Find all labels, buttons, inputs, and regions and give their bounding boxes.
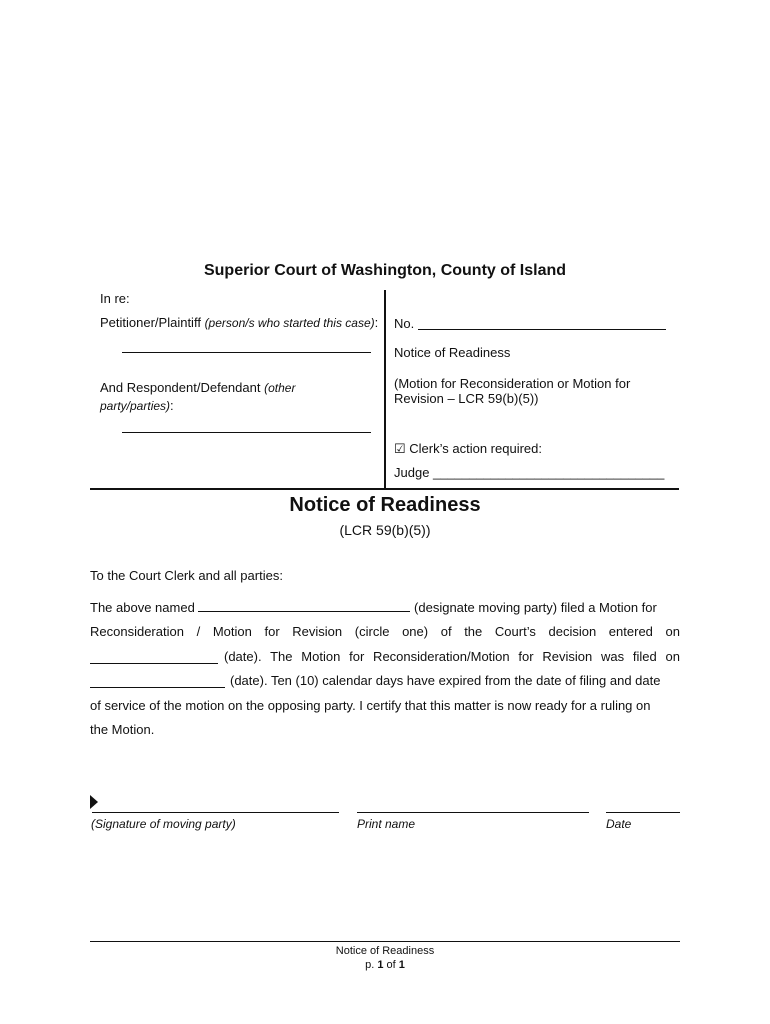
body-line-4 [90,669,680,694]
petitioner-label [100,315,378,330]
respondent-note-1: (other [264,381,296,395]
footer-rule [90,941,680,942]
court-title: Superior Court of Washington, County of Island [203,262,567,279]
footer-page-number [0,959,770,971]
respondent-name-line[interactable] [122,432,371,433]
document-title: Notice of Readiness [289,494,481,516]
footer-page-total: 1 [398,959,405,971]
petitioner-colon: : [374,315,379,330]
respondent-label-text: And Respondent/Defendant [100,380,261,395]
caption-bottom-rule [90,488,679,490]
petitioner-name-line[interactable] [122,352,371,353]
clerk-action-checkbox[interactable]: ☑ Clerk’s action required: [394,441,542,456]
signature-line[interactable] [92,812,339,813]
date-line[interactable] [606,812,680,813]
body-line-4-text: (date). Ten (10) calendar days have expired from the date of filing and date [230,673,661,688]
footer-doc-name: Notice of Readiness [335,945,435,957]
judge-field[interactable]: Judge ________________________________ [394,465,665,480]
footer-page-prefix: p. [365,959,375,971]
case-number-label: No. [394,316,415,331]
body-line-3-text: (date). The Motion for Reconsideration/Motion for Revision was filed on [224,649,680,664]
signature-arrow-icon [90,795,98,809]
case-number-line[interactable] [418,329,666,330]
body-line-6: the Motion. [90,722,155,737]
motion-type-line-2: Revision – LCR 59(b)(5)) [394,391,539,406]
respondent-colon: : [170,398,174,413]
moving-party-blank[interactable] [198,599,410,612]
footer-page-num: 1 [377,959,384,971]
body-line-3 [90,645,680,670]
print-name-label: Print name [357,817,416,831]
body-line-1 [90,596,680,621]
respondent-label [100,379,295,415]
body-line-1b: (designate moving party) filed a Motion for [414,600,657,615]
caption-doc-name: Notice of Readiness [394,345,511,360]
respondent-note-2: party/parties) [100,399,171,413]
print-name-line[interactable] [357,812,589,813]
footer-page-of: of [386,959,396,971]
salutation: To the Court Clerk and all parties: [90,568,283,583]
in-re-label: In re: [100,291,130,306]
motion-type [394,376,630,406]
body-line-2: Reconsideration / Motion for Revision (circle one) of the Court’s decision entered on [90,624,680,639]
caption-divider [384,290,386,488]
motion-type-line-1: (Motion for Reconsideration or Motion for [394,376,631,391]
filing-date-blank[interactable] [90,675,225,688]
signature-label: (Signature of moving party) [91,817,236,831]
decision-date-blank[interactable] [90,651,218,664]
body-line-1a: The above named [90,600,195,615]
petitioner-note: (person/s who started this case) [204,316,375,330]
body-line-5: of service of the motion on the opposing party. I certify that this matter is now ready for a ruling on [90,698,651,713]
petitioner-label-text: Petitioner/Plaintiff [100,315,201,330]
document-subtitle: (LCR 59(b)(5)) [339,522,431,538]
date-label: Date [606,817,632,831]
